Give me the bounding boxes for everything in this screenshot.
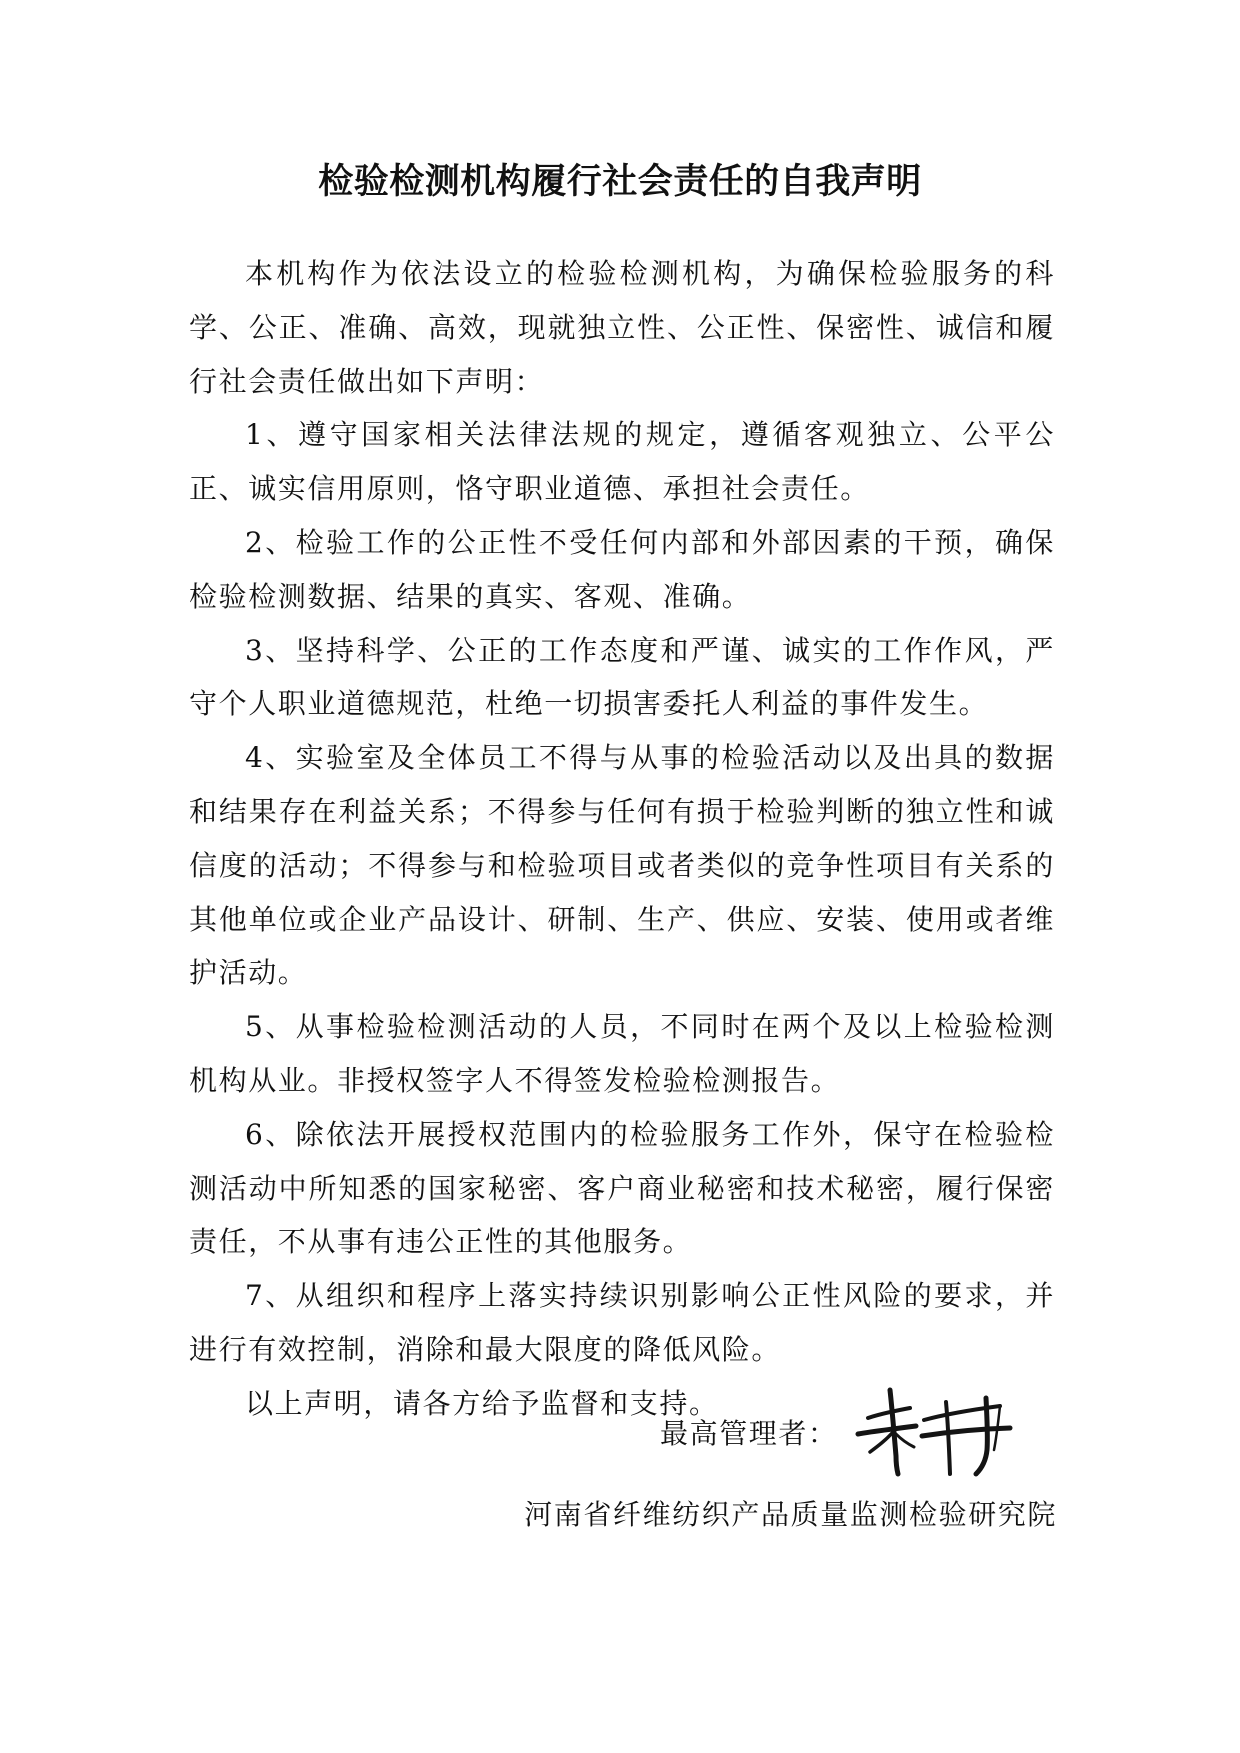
signer-label: 最高管理者：: [660, 1417, 838, 1450]
clause-6: 6、除依法开展授权范围内的检验服务工作外，保守在检验检测活动中所知悉的国家秘密、客户商业秘密和技术秘密，履行保密责任，不从事有违公正性的其他服务。: [189, 1117, 1055, 1259]
handwritten-signature: [850, 1384, 1030, 1480]
closing-paragraph: 以上声明，请各方给予监督和支持。: [245, 1386, 719, 1420]
organization-name: 河南省纤维纺织产品质量监测检验研究院: [524, 1498, 1057, 1531]
intro-paragraph: 本机构作为依法设立的检验检测机构，为确保检验服务的科学、公正、准确、高效，现就独立性、公正性、保密性、诚信和履行社会责任做出如下声明：: [189, 257, 1055, 398]
clause-1: 1、遵守国家相关法律法规的规定，遵循客观独立、公平公正、诚实信用原则，恪守职业道德、承担社会责任。: [189, 418, 1055, 506]
document-title: 检验检测机构履行社会责任的自我声明: [318, 162, 922, 202]
clause-5: 5、从事检验检测活动的人员，不同时在两个及以上检验检测机构从业。非授权签字人不得签发检验检测报告。: [189, 1010, 1055, 1097]
clause-2: 2、检验工作的公正性不受任何内部和外部因素的干预，确保检验检测数据、结果的真实、客观、准确。: [189, 525, 1055, 613]
clause-7: 7、从组织和程序上落实持续识别影响公正性风险的要求，并进行有效控制，消除和最大限度的降低风险。: [189, 1279, 1055, 1366]
signature-block: [660, 1390, 1080, 1480]
clause-3: 3、坚持科学、公正的工作态度和严谨、诚实的工作作风，严守个人职业道德规范，杜绝一切损害委托人利益的事件发生。: [189, 633, 1055, 721]
statement-body: [189, 247, 1055, 1431]
clause-4: 4、实验室及全体员工不得与从事的检验活动以及出具的数据和结果存在利益关系；不得参与任何有损于检验判断的独立性和诚信度的活动；不得参与和检验项目或者类似的竞争性项目有关系的其他单位或企业产品设计、研制、生产、供应、安装、使用或者维护活动。: [189, 741, 1055, 990]
